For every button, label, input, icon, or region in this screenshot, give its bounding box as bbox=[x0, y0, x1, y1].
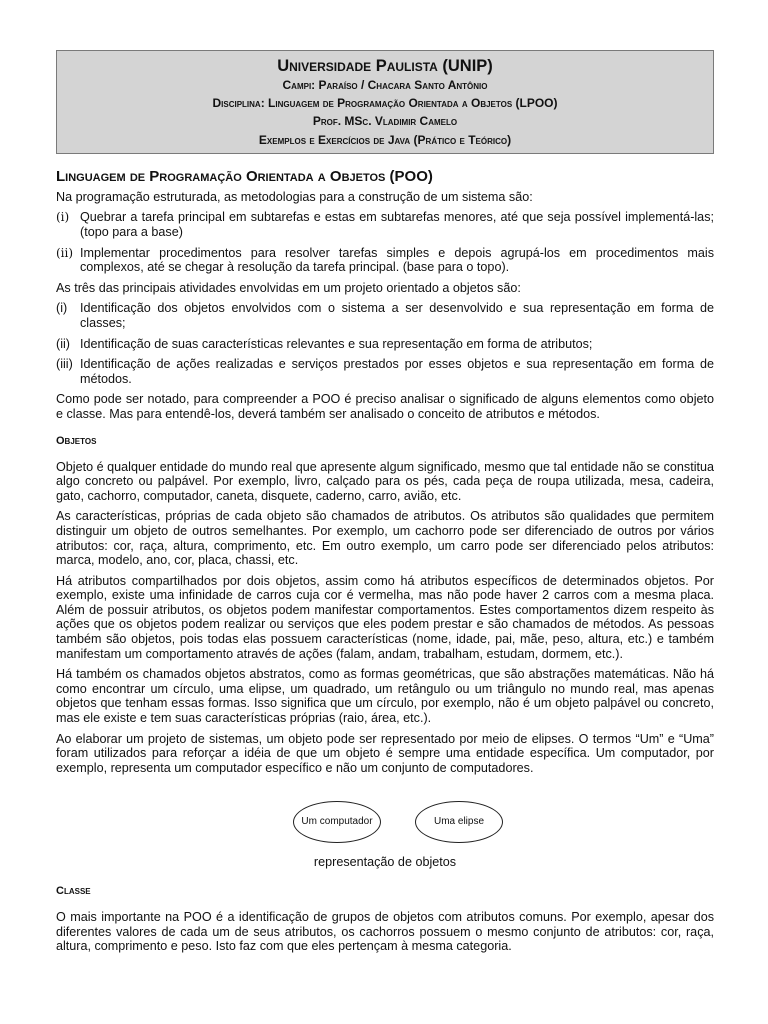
ellipse-label: Um computador bbox=[301, 816, 373, 828]
list-item-text: Identificação de suas características relevantes e sua representação em forma de atributos; bbox=[80, 336, 593, 351]
objects-diagram bbox=[56, 801, 714, 843]
activities-intro: As três das principais atividades envolvidas em um projeto orientado a objetos são: bbox=[56, 280, 521, 295]
objetos-heading: Objetos bbox=[56, 434, 97, 447]
university-name: Universidade Paulista (UNIP) bbox=[277, 57, 493, 75]
list-item bbox=[56, 210, 714, 239]
list-item bbox=[56, 246, 714, 275]
subtitle-line: Exemplos e Exercícios de Java (Prático e Teórico) bbox=[258, 132, 512, 147]
object-ellipse-computer bbox=[293, 801, 381, 843]
professor-line: Prof. MSc. Vladimir Camelo bbox=[312, 114, 458, 129]
document-header bbox=[56, 50, 714, 154]
objetos-paragraph: Objeto é qualquer entidade do mundo real que apresente algum significado, mesmo que tal entidade não se constitua algo concreto ou palpável. Por exemplo, livro, calçado para os pés, cada peça de roupa utilizada, mesa, cadeira, gato, cachorro, computador, caneta, disquete, caderno, carro, avião, etc. bbox=[56, 459, 714, 503]
objetos-paragraph: Há também os chamados objetos abstratos, como as formas geométricas, que são abstrações matemáticas. Não há como encontrar um círculo, uma elipse, um quadrado, um retângulo ou um triângulo no mundo real, mas apenas objetos que tenham essas formas. Isso significa que um círculo, por exemplo, não é um objeto palpável ou concreto, mas ele existe e tem suas características próprias (raio, área, etc.). bbox=[56, 667, 714, 726]
objetos-paragraph: Há atributos compartilhados por dois objetos, assim como há atributos específicos de determinados objetos. Por exemplo, existe uma infinidade de carros cuja cor é vermelha, mas não pode haver 2 carros com a mesma placa. Além de possuir atributos, os objetos podem manifestar comportamentos. Estes comportamentos dizem respeito às ações que os objetos podem realizar ou serviços que eles podem prestar e são chamados de métodos. As pessoas também são objetos, pois todas elas possuem características (nome, idade, pai, mãe, peso, altura, etc.) e também manifestam um comportamento através de ações (falam, andam, trabalham, estudam, dormem, etc.). bbox=[56, 573, 714, 661]
list-item-text: Identificação dos objetos envolvidos com o sistema a ser desenvolvido e sua representação em forma de classes; bbox=[80, 301, 714, 330]
campus-line: Campi: Paraíso / Chacara Santo Antônio bbox=[282, 78, 488, 92]
closing-paragraph: Como pode ser notado, para compreender a POO é preciso analisar o significado de alguns elementos como objeto e classe. Mas para entendê-los, deverá também ser analisado o conceito de atributos e métodos. bbox=[56, 392, 714, 421]
diagram-caption: representação de objetos bbox=[313, 855, 457, 870]
list-item-text: Quebrar a tarefa principal em subtarefas e estas em subtarefas menores, até que seja possível implementá-las; (topo para a base) bbox=[80, 210, 714, 239]
object-ellipse-elipse bbox=[415, 801, 503, 843]
list-item-number: (iii) bbox=[56, 357, 73, 372]
list-item-number: (i) bbox=[56, 210, 70, 225]
section-title: Linguagem de Programação Orientada a Objetos (POO) bbox=[56, 167, 433, 185]
ellipse-label: Uma elipse bbox=[433, 816, 485, 828]
list-item bbox=[56, 301, 714, 330]
activities-list bbox=[56, 301, 714, 386]
list-item-number: (i) bbox=[56, 301, 68, 316]
discipline-line: Disciplina: Linguagem de Programação Orientada a Objetos (LPOO) bbox=[212, 96, 558, 111]
list-item bbox=[56, 337, 714, 352]
list-item-number: (ii) bbox=[56, 336, 70, 351]
list-item-text: Identificação de ações realizadas e serviços prestados por esses objetos e sua representação em forma de métodos. bbox=[80, 357, 714, 386]
structured-methodology-list bbox=[56, 210, 714, 274]
objetos-paragraph: As características, próprias de cada objeto são chamados de atributos. Os atributos são qualidades que permitem distinguir um objeto de outros semelhantes. Por exemplo, um cachorro pode ser diferenciado de outros por vários atributos: cor, raça, altura, comprimento, etc. Em outro exemplo, um carro pode ser diferenciado pelos atributos: marca, modelo, ano, cor, placa, chassi, etc. bbox=[56, 509, 714, 568]
document-page bbox=[56, 50, 714, 960]
objetos-paragraph: Ao elaborar um projeto de sistemas, um objeto pode ser representado por meio de elipses. O termos “Um” e “Uma” foram utilizados para reforçar a idéia de que um objeto é sempre uma entidade específica. Um computador, por exemplo, representa um computador específico e não um conjunto de computadores. bbox=[56, 731, 714, 775]
intro-paragraph: Na programação estruturada, as metodologias para a construção de um sistema são: bbox=[56, 189, 533, 204]
classe-heading: Classe bbox=[56, 885, 91, 897]
list-item-number: (ii) bbox=[56, 245, 74, 260]
list-item bbox=[56, 357, 714, 386]
list-item-text: Implementar procedimentos para resolver tarefas simples e depois agrupá-los em procedimentos mais complexos, até se chegar à resolução da tarefa principal. (base para o topo). bbox=[80, 245, 714, 275]
classe-paragraph: O mais importante na POO é a identificação de grupos de objetos com atributos comuns. Por exemplo, apesar dos diferentes valores de cada um de seus atributos, os cachorros possuem o mesmo conjunto de atributos: cor, raça, altura, comprimento e peso. Isto faz com que eles pertençam à mesma categoria. bbox=[56, 910, 714, 954]
